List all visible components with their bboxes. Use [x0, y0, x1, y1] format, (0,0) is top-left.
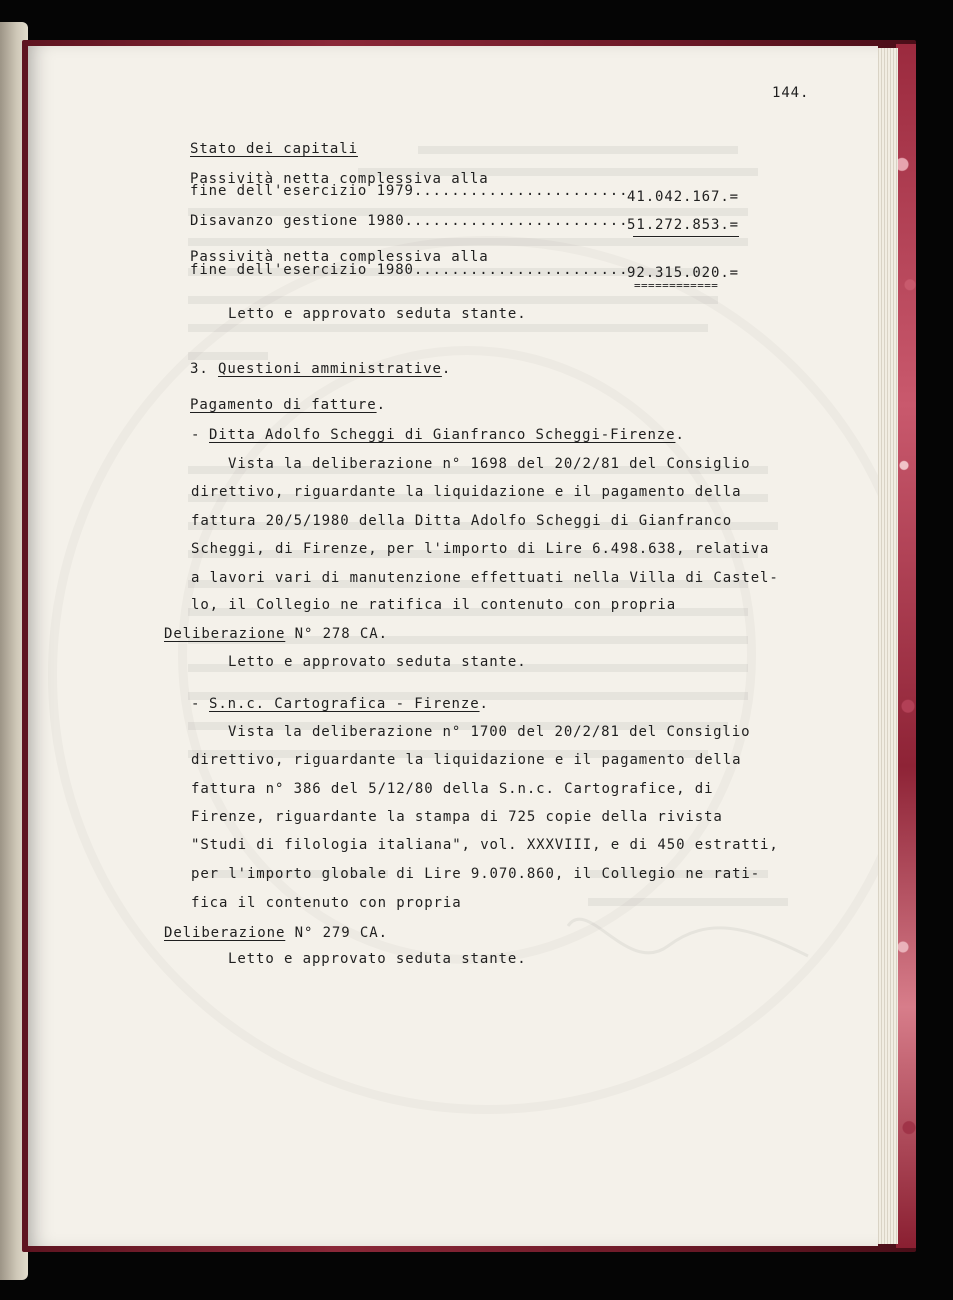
item1-title: Ditta Adolfo Scheggi di Gianfranco Scheggi-Firenze: [209, 427, 676, 443]
item2-deliberation-number: N° 279 CA.: [285, 925, 388, 941]
item2-title-end: .: [479, 696, 489, 712]
item1-dash: -: [191, 427, 201, 443]
item2-line: Vista la deliberazione n° 1700 del 20/2/81 del Consiglio: [228, 724, 751, 740]
item2-line: per l'importo globale di Lire 9.070.860, il Collegio ne rati-: [191, 866, 761, 882]
net-liability-1980-value: 92.315.020.=: [627, 265, 739, 281]
payments-subheading-wrap: [190, 398, 386, 412]
item2-line: fica il contenuto con propria: [191, 895, 462, 911]
item2-line: Firenze, riguardante la stampa di 725 copie della rivista: [191, 809, 723, 825]
item1-line: Vista la deliberazione n° 1698 del 20/2/81 del Consiglio: [228, 456, 751, 472]
deficit-1980-label: Disavanzo gestione 1980........................: [190, 213, 629, 229]
item1-deliberation-wrap: [164, 627, 388, 641]
approved-note-3: Letto e approvato seduta stante.: [228, 951, 527, 967]
item1-line: direttivo, riguardante la liquidazione e il pagamento della: [191, 484, 742, 500]
net-liability-1980-label: Passività netta complessiva alla: [190, 249, 489, 265]
item1-line: a lavori vari di manutenzione effettuati nella Villa di Castel-: [191, 570, 779, 586]
section-title-end: .: [441, 361, 452, 377]
item2-line: direttivo, riguardante la liquidazione e il pagamento della: [191, 752, 742, 768]
item1-deliberation-label: Deliberazione: [164, 626, 286, 642]
sum-rule: [633, 236, 739, 237]
net-liability-1979-label-cont: fine dell'esercizio 1979.......................: [190, 183, 629, 199]
item1-line: fattura 20/5/1980 della Ditta Adolfo Scheggi di Gianfranco: [191, 513, 733, 529]
document-page: [28, 46, 878, 1246]
item2-line: "Studi di filologia italiana", vol. XXXVIII, e di 450 estratti,: [191, 837, 779, 853]
item1-title-end: .: [675, 427, 685, 443]
item1-line: Scheggi, di Firenze, per l'importo di Lire 6.498.638, relativa: [191, 541, 770, 557]
net-liability-1980-label-cont: fine dell'esercizio 1980.......................: [190, 262, 629, 278]
item2-dash: -: [191, 696, 201, 712]
item1-deliberation-number: N° 278 CA.: [285, 626, 388, 642]
net-liability-1979-value: 41.042.167.=: [627, 189, 739, 205]
marbled-endpaper: [896, 44, 916, 1248]
payments-subheading: Pagamento di fatture: [190, 397, 377, 413]
deficit-1980-value: 51.272.853.=: [627, 217, 739, 233]
item1-title-wrap: [209, 428, 685, 442]
section-title: Questioni amministrative: [218, 361, 442, 377]
total-double-rule: ============: [634, 279, 719, 292]
item2-deliberation-wrap: [164, 926, 388, 940]
item2-deliberation-label: Deliberazione: [164, 925, 286, 941]
item2-line: fattura n° 386 del 5/12/80 della S.n.c. Cartografice, di: [191, 781, 714, 797]
section-title-wrap: [218, 362, 451, 376]
page-stack-edges: [876, 48, 898, 1244]
payments-subheading-end: .: [376, 397, 386, 413]
section-number: 3.: [190, 361, 209, 377]
item1-line: lo, il Collegio ne ratifica il contenuto con propria: [191, 597, 677, 613]
page-number: 144.: [772, 85, 810, 101]
approved-note-1: Letto e approvato seduta stante.: [228, 306, 527, 322]
capital-status-heading: Stato dei capitali: [190, 141, 358, 157]
approved-note-2: Letto e approvato seduta stante.: [228, 654, 527, 670]
item2-title: S.n.c. Cartografica - Firenze: [209, 696, 480, 712]
net-liability-1979-label: Passività netta complessiva alla: [190, 171, 489, 187]
item2-title-wrap: [209, 697, 489, 711]
